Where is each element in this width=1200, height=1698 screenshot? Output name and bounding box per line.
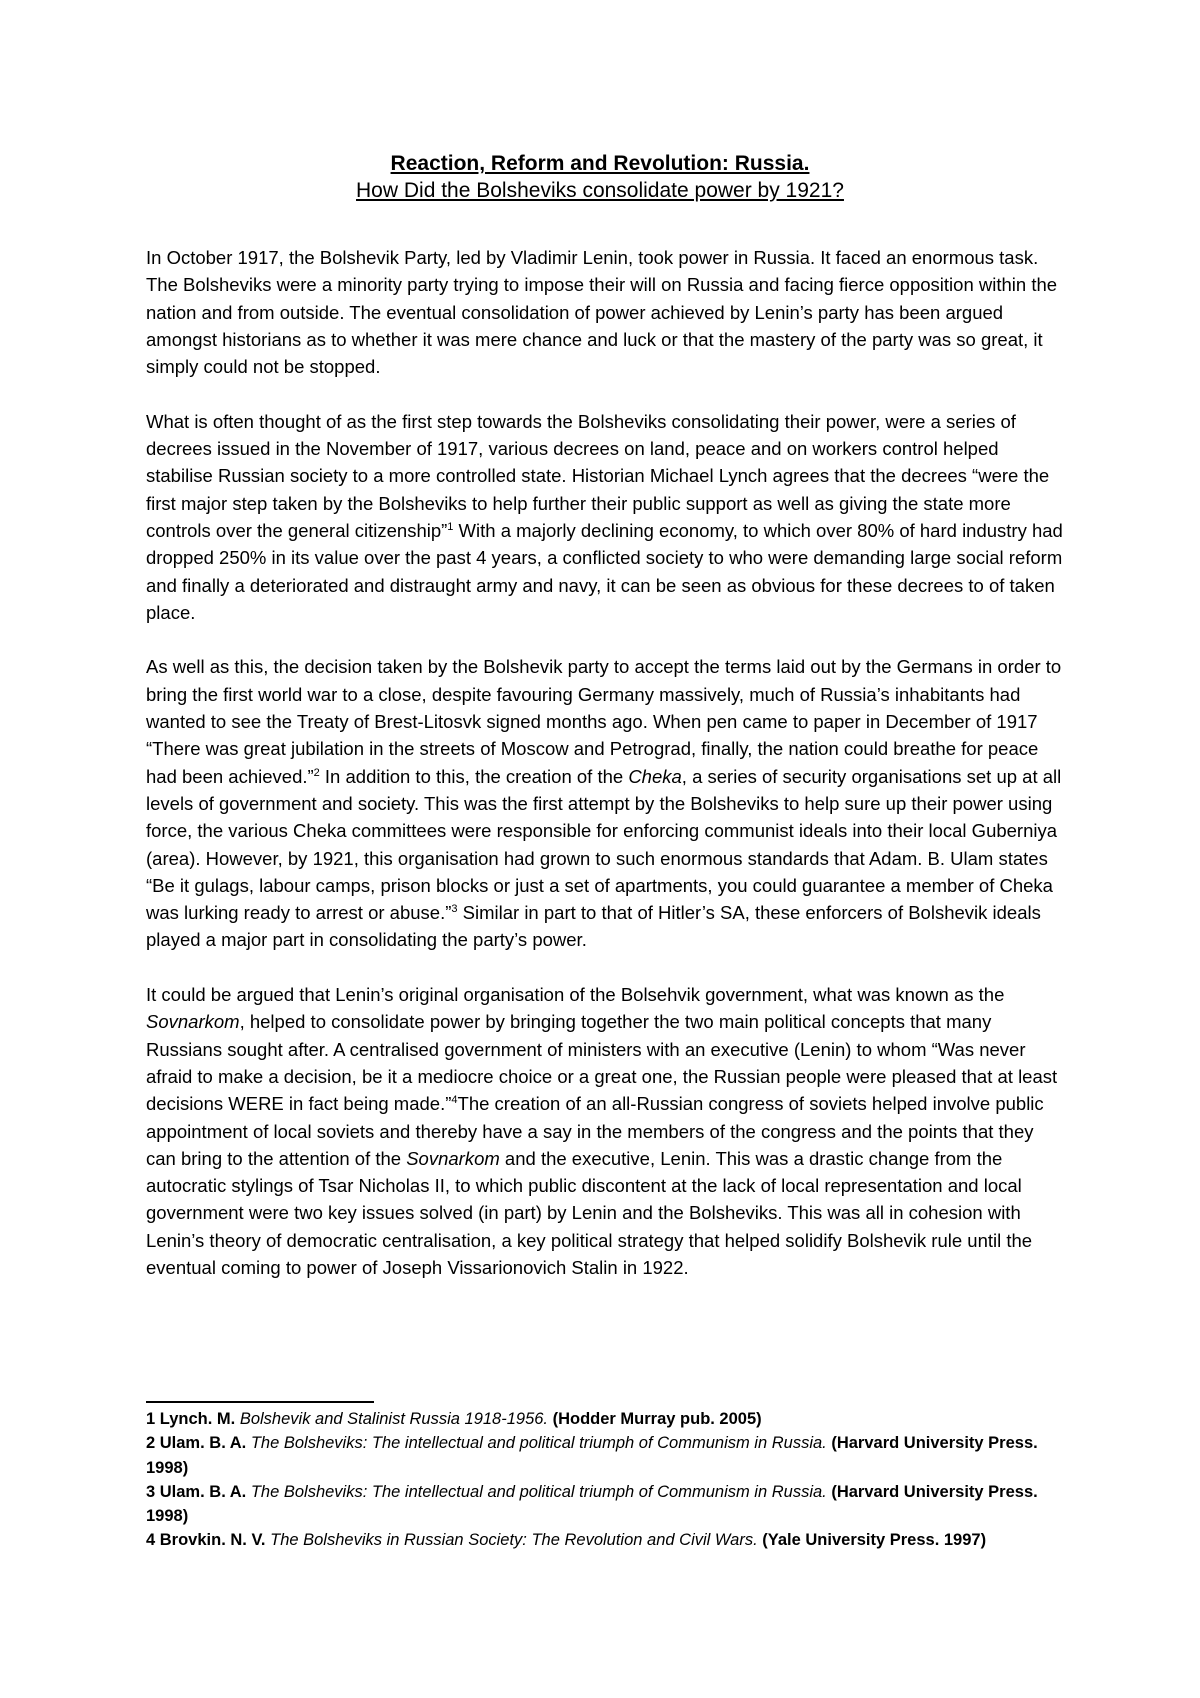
paragraph-4-text-d: and the executive, Lenin. This was a drastic change from the autocratic stylings of Tsar Nicholas II, to which public discontent at the lack of local representation and local government were two key issues solved (in part) by Lenin and the Bolsheviks. This was all in cohesion with Lenin’s theory of democratic centralisation, a key political strategy that helped solidify Bolshevik rule until the eventual coming to power of Joseph Vissarionovich Stalin in 1922. xyxy=(146,1147,1033,1278)
paragraph-1-text: In October 1917, the Bolshevik Party, led by Vladimir Lenin, took power in Russia. It faced an enormous task. The Bolsheviks were a minority party trying to impose their will on Russia and facing fierce opposition within the nation and from outside. The eventual consolidation of power achieved by Lenin’s party has been argued amongst historians as to whether it was mere chance and luck or that the mastery of the party was so great, it simply could not be stopped. xyxy=(146,247,1058,378)
footnote-2 xyxy=(146,1431,1066,1480)
footnote-2-author: 2 Ulam. B. A. xyxy=(146,1434,251,1453)
page-subtitle: How Did the Bolsheviks consolidate power by 1921? xyxy=(356,179,844,202)
footnote-2-title: The Bolsheviks: The intellectual and political triumph of Communism in Russia. xyxy=(250,1434,827,1453)
paragraph-2-text-b: With a majorly declining economy, to which over 80% of hard industry had dropped 250% in its value over the past 4 years, a conflicted society to who were demanding large social reform and finally a deteriorated and distraught army and navy, it can be seen as obvious for these decrees to of taken place. xyxy=(146,519,1063,623)
title-block xyxy=(0,150,1200,204)
essay-body xyxy=(146,244,1066,1309)
footnote-3-publisher: (Harvard University Press. 1998) xyxy=(146,1482,1038,1526)
footnote-4-title: The Bolsheviks in Russian Society: The Revolution and Civil Wars. xyxy=(270,1531,758,1550)
page-title: Reaction, Reform and Revolution: Russia. xyxy=(390,152,810,175)
footnote-4-publisher: (Yale University Press. 1997) xyxy=(757,1531,987,1550)
paragraph-3-text-b: In addition to this, the creation of the xyxy=(319,765,629,787)
sovnarkom-term: Sovnarkom xyxy=(146,1011,240,1033)
paragraph-1 xyxy=(146,244,1066,380)
paragraph-4 xyxy=(146,981,1066,1281)
footnote-ref-1[interactable]: 1 xyxy=(447,520,454,533)
footnote-2-publisher: (Harvard University Press. 1998) xyxy=(146,1434,1038,1477)
footnote-1-author: 1 Lynch. M. xyxy=(146,1410,240,1428)
footnote-1-publisher: (Hodder Murray pub. 2005) xyxy=(548,1410,762,1428)
footnote-4 xyxy=(146,1528,1066,1552)
footnote-3 xyxy=(146,1480,1066,1529)
paragraph-3-text-a: As well as this, the decision taken by the Bolshevik party to accept the terms laid out by the Germans in order to bring the first world war to a close, despite favouring Germany massively, much of Russia’s inhabitants had wanted to see the Treaty of Brest-Litosvk signed months ago. When pen came to paper in December of 1917 “There was great jubilation in the streets of Moscow and Petrograd, finally, the nation could breathe for peace had been achieved.” xyxy=(146,656,1062,787)
paragraph-4-text-a: It could be argued that Lenin’s original organisation of the Bolsehvik government, what was known as the xyxy=(146,984,1005,1006)
footnote-ref-4[interactable]: 4 xyxy=(451,1094,458,1107)
cheka-term: Cheka xyxy=(628,765,682,787)
paragraph-4-text-c: The creation of an all-Russian congress of soviets helped involve public appointment of local soviets and thereby have a say in the members of the congress and the points that they can bring to the attention of the xyxy=(146,1093,1044,1169)
sovnarkom-term: Sovnarkom xyxy=(406,1147,500,1169)
paragraph-4-text-b: , helped to consolidate power by bringing together the two main political concepts that many Russians sought after. A centralised government of ministers with an executive (Lenin) to whom “Was never afraid to make a decision, be it a mediocre choice or a great one, the Russian people were pleased that at least decisions WERE in fact being made.” xyxy=(146,1011,1058,1115)
footnotes xyxy=(146,1407,1066,1553)
footnote-separator xyxy=(146,1401,374,1403)
footnote-1 xyxy=(146,1407,1066,1431)
footnote-ref-2[interactable]: 2 xyxy=(313,766,320,779)
footnote-3-title: The Bolsheviks: The intellectual and political triumph of Communism in Russia. xyxy=(250,1482,827,1501)
footnote-1-title: Bolshevik and Stalinist Russia 1918-1956. xyxy=(239,1410,549,1428)
footnote-3-author: 3 Ulam. B. A. xyxy=(146,1482,251,1501)
footnote-4-author: 4 Brovkin. N. V. xyxy=(146,1531,271,1550)
footnote-ref-3[interactable]: 3 xyxy=(451,902,458,915)
paragraph-3-text-c: , a series of security organisations set up at all levels of government and society. This was the first attempt by the Bolsheviks to help sure up their power using force, the various Cheka committees were responsible for enforcing communist ideals into their local Guberniya (area). However, by 1921, this organisation had grown to such enormous standards that Adam. B. Ulam states “Be it gulags, labour camps, prison blocks or just a set of apartments, you could guarantee a member of Cheka was lurking ready to arrest or abuse.” xyxy=(146,765,1062,924)
paragraph-3 xyxy=(146,653,1066,953)
paragraph-2-text-a: What is often thought of as the first step towards the Bolsheviks consolidating their power, were a series of decrees issued in the November of 1917, various decrees on land, peace and on workers control helped stabilise Russian society to a more controlled state. Historian Michael Lynch agrees that the decrees “were the first major step taken by the Bolsheviks to help further their public support as well as giving the state more controls over the general citizenship” xyxy=(146,410,1050,541)
paragraph-3-text-d: Similar in part to that of Hitler’s SA, these enforcers of Bolshevik ideals played a major part in consolidating the party’s power. xyxy=(146,902,1041,951)
paragraph-2 xyxy=(146,408,1066,626)
